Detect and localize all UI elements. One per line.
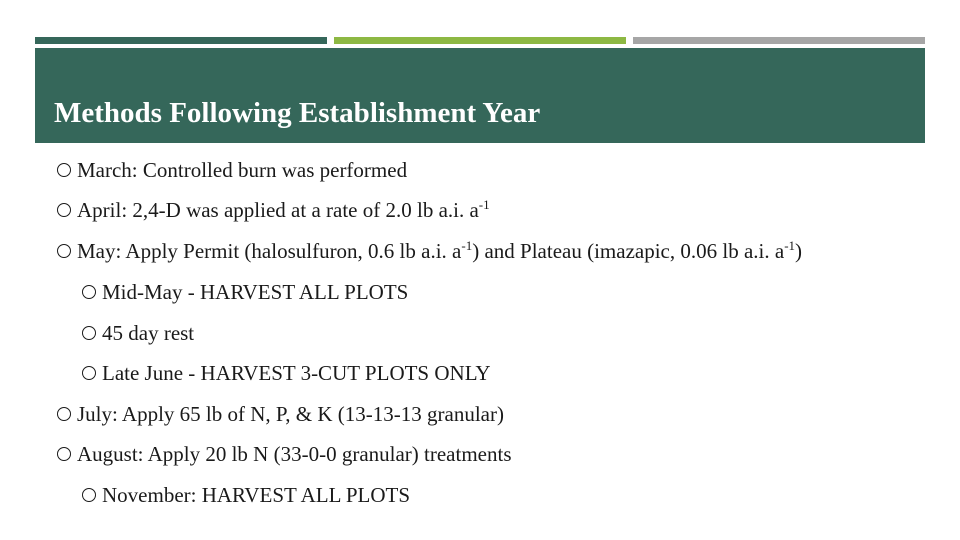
circle-outline-icon bbox=[82, 326, 96, 340]
top-accent-bars bbox=[35, 37, 925, 44]
superscript: -1 bbox=[478, 197, 490, 212]
bullet-item-mid-may bbox=[82, 277, 408, 307]
circle-outline-icon bbox=[57, 407, 71, 421]
bullet-text: Late June - HARVEST 3-CUT PLOTS ONLY bbox=[102, 361, 491, 385]
bullet-item-april bbox=[57, 195, 490, 225]
bullet-item-rest bbox=[82, 318, 194, 348]
bullet-text: March: Controlled burn was performed bbox=[77, 158, 408, 182]
accent-bar-light-green bbox=[334, 37, 626, 44]
slide-title: Methods Following Establishment Year bbox=[54, 97, 541, 129]
circle-outline-icon bbox=[82, 285, 96, 299]
circle-outline-icon bbox=[82, 488, 96, 502]
bullet-text: May: Apply Permit (halosulfuron, 0.6 lb a.i. $a^{-1}$) and Plateau (imazapic, 0.06 lb a.i. $a^{-1}$) bbox=[77, 238, 803, 263]
bullet-text: November: HARVEST ALL PLOTS bbox=[102, 483, 411, 507]
bullet-text: August: Apply 20 lb N (33-0-0 granular) treatments bbox=[77, 442, 512, 466]
accent-bar-gray bbox=[633, 37, 925, 44]
bullet-text: Mid-May - HARVEST ALL PLOTS bbox=[102, 280, 409, 304]
bullet-text: 45 day rest bbox=[102, 321, 195, 345]
superscript: -1 bbox=[784, 238, 796, 253]
accent-bar-dark-green bbox=[35, 37, 327, 44]
bullet-item-late-june bbox=[82, 358, 491, 388]
circle-outline-icon bbox=[57, 244, 71, 258]
circle-outline-icon bbox=[57, 203, 71, 217]
bullet-item-august bbox=[57, 439, 512, 469]
bullet-item-march bbox=[57, 155, 407, 185]
circle-outline-icon bbox=[57, 447, 71, 461]
bullet-item-july bbox=[57, 399, 504, 429]
bullet-item-may bbox=[57, 236, 802, 266]
bullet-text: July: Apply 65 lb of N, P, & K (13-13-13 granular) bbox=[77, 402, 504, 426]
circle-outline-icon bbox=[57, 163, 71, 177]
circle-outline-icon bbox=[82, 366, 96, 380]
bullet-text: April: 2,4-D was applied at a rate of 2.0 lb a.i. $a^{-1}$ bbox=[77, 197, 490, 222]
bullet-item-november bbox=[82, 480, 410, 510]
title-band bbox=[35, 48, 925, 143]
superscript: -1 bbox=[461, 238, 473, 253]
